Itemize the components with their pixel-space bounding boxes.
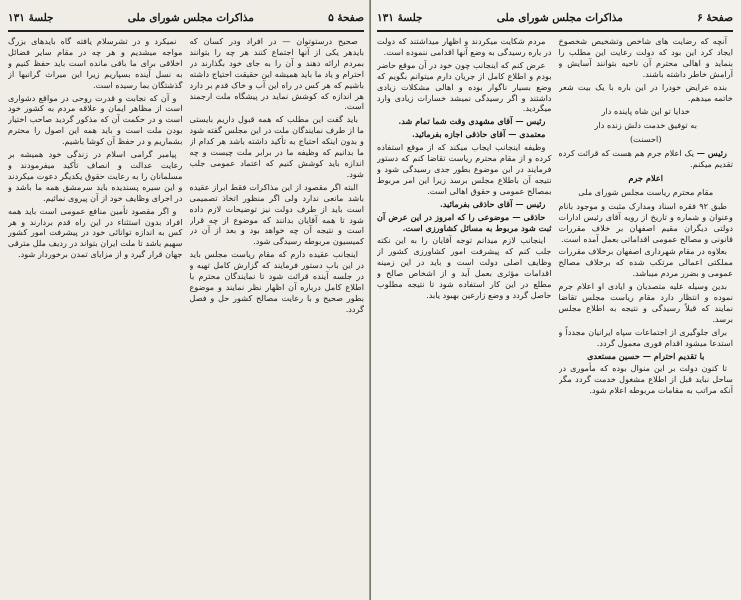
speaker-remark: یک اعلام جرم هم هست که قرائت کرده تقدیم میکنم. bbox=[558, 148, 733, 170]
speaker-turn: رئیس — آقای مشهدی وقت شما تمام شد. bbox=[398, 116, 546, 127]
text-column-right bbox=[559, 36, 734, 596]
signature-line: با تقدیم احترام — حسین مستعدی bbox=[587, 350, 705, 361]
paragraph: پیامبر گرامی اسلام در زندگی خود همیشه بر رعایت عدالت و انصاف تأکید میفرمودند و مسلمانان را به رعایت حقوق یکدیگر دعوت میکردند و این سیره پسندیده باید سرمشق همه ما باشد و در اجرای وظایف خود از آن پیروی نمائیم. bbox=[8, 149, 183, 203]
paragraph: بدین وسیله علیه متصدیان و ایادی او اعلام جرم نموده و انتظار دارد مقام ریاست مجلس تقاضا نمایند که قبلاً رسیدگی و نتیجه به اطلاع مجلس برسد. bbox=[558, 281, 733, 324]
page-number: صفحهٔ ۶ bbox=[697, 12, 733, 24]
paragraph: اینجانب عقیده دارم که مقام ریاست مجلس باید در این باب دستور فرمایند که گزارش کامل تهیه و در جلسه آینده قرائت شود تا نمایندگان محترم با اطلاع کامل درباره آن اظهار نظر نمایند و موضوع بطور صحیح و با رعایت مصالح کشور حل و فصل گردد. bbox=[189, 249, 364, 314]
header-title: مذاکرات مجلس شورای ملی bbox=[496, 12, 623, 24]
session-number: جلسهٔ ۱۳۱ bbox=[8, 12, 54, 24]
right-page bbox=[371, 0, 741, 600]
paragraph: و آن که نجابت و قدرت روحی در مواقع دشواری است از مظاهر ایمان و علاقه مردم به کشور خود است و در حکمت آن که مذکور گردید صاحب اختیار بودن ملت است و باید همه این اصول را محترم بشماریم و در حفظ آن کوشا باشیم. bbox=[8, 92, 183, 147]
paragraph: باید گفت این مطلب که همه قبول داریم بایستی ما از طرف نمایندگان ملت در این مجلس گفته شود و بدون اینکه احتیاج به تأکید داشته باشد هر کدام از ما بدانیم که وظیفه ما در برابر ملت چیست و چه اندازه باید کوشش کنیم که اعتماد عمومی جلب شود. bbox=[189, 114, 364, 179]
text-column-left bbox=[8, 36, 183, 596]
text-column-left bbox=[377, 36, 552, 596]
paragraph: صحیح درستوتوان — در افراد ودر کسان که بایدهر یکی از آنها اجتماع کنند هر چه را بتوانند بمردم ارائه دهند و آن را به جای خود بگذارند در احترام و یاد ما باید همیشه این حقیقت احتیاج داشته باشیم که هر کس در راه این آب و خاک قدم بر دارد هر اندازه که کوشش نماید در پیشگاه ملت ارجمند است. bbox=[189, 36, 364, 112]
text-column-right bbox=[190, 36, 365, 596]
paragraph: مردم شکایت میکردند و اظهار میداشتند که دولت در باره رسیدگی به وضع آنها اقدامی ننموده است. bbox=[377, 36, 552, 57]
paragraph: بعلاوه در مقام شهرداری اصفهان برخلاف مقررات مملکتی اعمالی مرتکب شده که برخلاف مصالح عمومی و بضرر مردم میباشد. bbox=[558, 246, 733, 279]
paragraph: وظیفه اینجانب ایجاب میکند که از موقع استفاده کرده و از مقام محترم ریاست تقاضا کنم که دستور فرمایند در این موضوع بطور جدی رسیدگی شود و نتیجه آن باطلاع مجلس برسد زیرا این امر مربوط بمصالح عمومی و حقوق اهالی است. bbox=[377, 142, 552, 196]
poem-line: به توفیق خدمت دلش زنده دار bbox=[594, 120, 697, 131]
paragraph: برای جلوگیری از اجتماعات سپاه ایرانیان مجدداً و استدعا میشود اقدام فوری معمول گردد. bbox=[558, 326, 733, 348]
paragraph: بنده عرایض خودرا در این باره با یک بیت شعر خاتمه میدهم. bbox=[558, 81, 733, 103]
text-columns bbox=[8, 36, 364, 596]
speaker-turn bbox=[559, 148, 734, 170]
speaker-turn: معتمدی — آقای حاذقی اجازه بفرمائید. bbox=[411, 129, 546, 140]
paragraph: طبق ۹۲ فقره اسناد ومدارک مثبت و موجود بانام وعنوان و شماره و تاریخ از رویه آقای رئیس ادارات دولتی دیگران مقیم اصفهان بر خلاف مقررات قانونی و مصالح عمومی اقداماتی بعمل آمده است. bbox=[558, 200, 733, 244]
paragraph: آنچه که رضایت های شاخص وتشخیص شخصوخ ایجاد کرد این بود که دولت رعایت این مطلب را بنماید و اهالی محترم آن ناحیه بتوانند آسایش و آرامش خاطر داشته باشند. bbox=[558, 36, 733, 79]
paragraph: نمیکرد و در تشرسلام یافته گاه بایدهای بزرگ مواجه میشدیم و هر چه در مقام سایر فضائل اخلاقی برای ما باقی مانده است باید حفظ کنیم و به نسل آینده بسپاریم زیرا این میراث گرانبها از گذشتگان بما رسیده است. bbox=[8, 36, 183, 90]
text-columns bbox=[377, 36, 733, 596]
speaker-turn: حاذقی — موضوعی را که امروز در این عرض آن ثبت شود مربوط به مسائل کشاورزی است. bbox=[377, 211, 552, 233]
speaker-turn: رئیس — آقای حاذقی بفرمائید. bbox=[440, 198, 546, 209]
paragraph: البته اگر مقصود از این مذاکرات فقط ابراز عقیده باشد مانعی ندارد ولی اگر منظور اتخاذ تصمیمی است باید از طرف دولت نیز توضیحات لازم داده شود تا همه آقایان بدانند که موضوع از چه قرار است و نتیجه آن چه خواهد بود و بعد از آن در کمیسیون مربوطه رسیدگی شود. bbox=[189, 181, 364, 247]
paragraph: اینجانب لازم میدانم توجه آقایان را به این نکته جلب کنم که پیشرفت امور کشاورزی کشور از وظایف اصلی دولت است و باید در این زمینه اقدامات مؤثری بعمل آید و از اشخاص صالح و مطلع در این کار استفاده شود تا نتیجه مطلوب حاصل گردد و وضع زارعین بهبود یابد. bbox=[377, 235, 552, 300]
paragraph: عرض کنم که اینجانب چون خود در آن موقع حاضر بودم و اطلاع کامل از جریان دارم میتوانم بگویم که وضع بسیار ناگوار بوده و اهالی مشکلات زیادی داشتند و اگر رسیدگی نمیشد خسارات زیادی وارد میگردید. bbox=[377, 59, 552, 114]
header-title: مذاکرات مجلس شورای ملی bbox=[127, 12, 254, 24]
address-line: مقام محترم ریاست مجلس شورای ملی bbox=[578, 186, 714, 197]
paragraph: تا کنون دولت بر این منوال بوده که مأموری در ساحل نباید قبل از اطلاع مشغول خدمت گردد مگر آنکه مراتب به مقامات مربوطه اعلام شود. bbox=[558, 363, 733, 396]
paragraph: و اگر مقصود تأمین منافع عمومی است باید همه افراد بدون استثناء در این راه قدم بردارند و هر کس به اندازه توانائی خود در پیشرفت امور کشور سهیم باشد تا ملت ایران بتواند در ردیف ملل مترقی جهان قرار گیرد و از مزایای تمدن برخوردار شود. bbox=[8, 205, 183, 260]
page-number: صفحهٔ ۵ bbox=[328, 12, 364, 24]
page-header bbox=[377, 6, 733, 32]
poem-line: خدایا تو این شاه پاینده دار bbox=[601, 106, 690, 117]
applause-note: (احسنت) bbox=[629, 134, 662, 145]
page-header bbox=[8, 6, 364, 32]
section-title: اعلام جرم bbox=[628, 172, 664, 183]
session-number: جلسهٔ ۱۳۱ bbox=[377, 12, 423, 24]
speaker-name: رئیس — bbox=[696, 148, 727, 159]
left-page bbox=[0, 0, 370, 600]
